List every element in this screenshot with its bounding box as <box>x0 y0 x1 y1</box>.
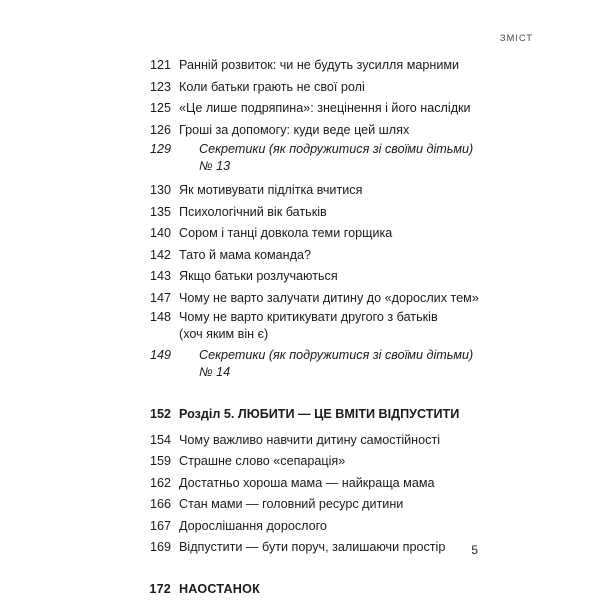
toc-row[interactable] <box>0 202 600 224</box>
toc-entry-title <box>179 494 580 516</box>
toc-row[interactable] <box>0 77 600 99</box>
toc-page-number: 149 <box>149 348 171 362</box>
toc-entry-title-line: Сором і танці довкола теми горщика <box>179 226 393 240</box>
running-head: ЗМІСТ <box>499 33 533 44</box>
toc-entry-title-line: Достатньо хороша мама — найкраща мама <box>179 475 435 490</box>
toc-entry-title-line: Чому важливо навчити дитину самостійності <box>179 432 441 447</box>
toc-entry-title <box>199 347 580 381</box>
toc-entry-title-line: Відпустити — бути поруч, залишаючи простір <box>179 540 446 554</box>
toc-page-number: 140 <box>149 226 171 240</box>
toc-entry-title <box>179 404 580 426</box>
toc-row[interactable] <box>0 494 600 516</box>
toc-entry-title-line: Дорослішання дорослого <box>179 518 327 533</box>
toc-entry-title <box>179 223 580 245</box>
toc-entry-title <box>179 245 580 267</box>
toc-page-number: 167 <box>149 518 171 533</box>
toc-row[interactable] <box>0 266 600 288</box>
toc-page-number: 123 <box>149 79 171 94</box>
toc-entry-title <box>179 451 580 473</box>
toc-entry-title <box>179 180 580 202</box>
toc-row[interactable] <box>0 55 600 77</box>
toc-row[interactable] <box>0 347 600 386</box>
toc-row[interactable] <box>0 579 600 600</box>
toc-entry-title-line: Гроші за допомогу: куди веде цей шлях <box>179 122 410 137</box>
toc-row[interactable] <box>0 223 600 245</box>
toc-row[interactable] <box>0 180 600 202</box>
toc-entry-title-line: № 14 <box>199 365 231 379</box>
toc-page-number: 169 <box>149 540 171 554</box>
toc-page-number: 166 <box>149 497 171 511</box>
toc-page-number: 159 <box>149 454 171 468</box>
toc-row[interactable] <box>0 430 600 452</box>
toc-entry-title <box>179 516 580 538</box>
toc-page-number: 125 <box>149 101 171 115</box>
toc-entry-title-line: Секретики (як подружитися зі своїми дітьми) <box>199 142 474 156</box>
toc-row[interactable] <box>0 516 600 538</box>
toc-row[interactable] <box>0 141 600 180</box>
toc-entry-title-line: Коли батьки грають не свої ролі <box>179 79 365 94</box>
toc-page-number: 143 <box>149 269 171 283</box>
toc-row[interactable] <box>0 309 600 347</box>
toc-entry-title <box>179 473 580 495</box>
toc-entry-title-line: (хоч яким він є) <box>179 327 269 341</box>
toc-row[interactable] <box>0 288 600 310</box>
toc-entry-title-line: Стан мами — головний ресурс дитини <box>179 497 404 511</box>
toc-entry-title <box>179 266 580 288</box>
toc-list <box>0 55 600 600</box>
toc-entry-title <box>179 202 580 224</box>
toc-page-number: 135 <box>149 204 171 219</box>
toc-row[interactable] <box>0 120 600 142</box>
toc-entry-title-line: Ранній розвиток: чи не будуть зусилля марними <box>179 58 460 72</box>
toc-row[interactable] <box>0 404 600 426</box>
toc-page-number: 147 <box>149 290 171 305</box>
toc-entry-title <box>179 120 580 142</box>
toc-entry-title-line: Тато й мама команда? <box>179 247 311 262</box>
toc-entry-title <box>179 288 580 310</box>
toc-page-number: 152 <box>149 407 171 421</box>
toc-entry-title <box>179 579 580 600</box>
toc-entry-title-line: Чому не варто критикувати другого з батьків <box>179 310 438 324</box>
toc-row[interactable] <box>0 473 600 495</box>
toc-page-number: 142 <box>149 247 171 262</box>
toc-page-number: 130 <box>149 183 171 197</box>
toc-entry-title-line: Якщо батьки розлучаються <box>179 269 338 283</box>
page-folio: 5 <box>471 543 478 557</box>
toc-entry-title <box>179 430 580 452</box>
toc-entry-title-line: Страшне слово «сепарація» <box>179 454 346 468</box>
toc-entry-title <box>179 309 580 343</box>
toc-row[interactable] <box>0 245 600 267</box>
toc-entry-title-line: НАОСТАНОК <box>179 581 260 596</box>
toc-page-number: 172 <box>149 581 171 596</box>
toc-page-number: 148 <box>149 310 171 324</box>
toc-page-number: 129 <box>149 142 171 156</box>
toc-entry-title <box>199 141 580 175</box>
toc-row[interactable] <box>0 451 600 473</box>
toc-entry-title-line: Чому не варто залучати дитину до «дорослих тем» <box>179 290 479 305</box>
toc-entry-title-line: Секретики (як подружитися зі своїми дітьми) <box>199 348 474 362</box>
toc-page-number: 162 <box>149 475 171 490</box>
toc-entry-title-line: № 13 <box>199 159 231 173</box>
toc-entry-title <box>179 77 580 99</box>
toc-page-number: 126 <box>149 122 171 137</box>
toc-row[interactable] <box>0 98 600 120</box>
toc-page-number: 154 <box>149 432 171 447</box>
toc-entry-title-line: Психологічний вік батьків <box>179 204 327 219</box>
toc-entry-title-line: Розділ 5. ЛЮБИТИ — ЦЕ ВМІТИ ВІДПУСТИТИ <box>179 407 460 421</box>
toc-page-number: 121 <box>149 58 171 72</box>
toc-entry-title-line: Як мотивувати підлітка вчитися <box>179 183 363 197</box>
toc-entry-title-line: «Це лише подряпина»: знецінення і його наслідки <box>179 101 471 115</box>
toc-entry-title <box>179 98 580 120</box>
toc-entry-title <box>179 55 580 77</box>
